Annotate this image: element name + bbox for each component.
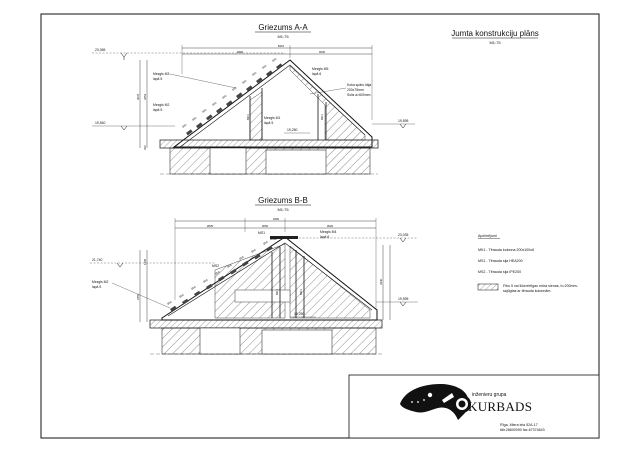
legend [478, 234, 579, 293]
bb-dim-h-left: 2450 [136, 293, 140, 300]
aa-rafter-note-step: Solis a=600mm [347, 93, 371, 97]
bb-ms1: MS1 [258, 231, 265, 235]
aa-node-m3-ref: lapā 5 [153, 77, 163, 81]
aa-rafter-mark: 600 [251, 70, 258, 77]
aa-node-m5-ref: lapā 6 [312, 72, 322, 76]
bb-dim-c: 3620 [326, 224, 334, 228]
aa-dim-h1: 3015 [136, 93, 140, 100]
bb-dim-total: 9400 [272, 217, 280, 221]
title-block-phone: tālr.28600090 fax.67374643 [500, 428, 545, 432]
bb-rafter-mark: 600 [178, 292, 185, 299]
main-title: Jumta konstrukciju plāns [451, 29, 539, 38]
legend-item: MK1 - Tērauda kolonna 200x100x6 [478, 248, 535, 252]
aa-col-right: MK1 [320, 114, 324, 120]
bb-node-m4-ref: lapā 6 [320, 235, 330, 239]
aa-node-m2-ref: lapā 5 [153, 108, 163, 112]
bb-dim-b: 3050 [261, 224, 269, 228]
bb-rafter-mark: 600 [262, 239, 269, 246]
aa-rafter-mark: 600 [191, 115, 198, 122]
section-aa [92, 23, 415, 174]
legend-hatch-swatch [478, 284, 498, 290]
title-block-brand: KURBADS [468, 399, 533, 414]
aa-rafter-mark: 600 [201, 107, 208, 114]
section-bb-title: Griezums B-B [258, 196, 308, 205]
title-block-address: Rīga, Miera iela 52A-17 [500, 423, 538, 427]
bb-elev-left: 21,740 [92, 258, 103, 262]
sheet-border [41, 14, 599, 438]
aa-dim-left: 4890 [236, 50, 244, 54]
title-block-group: inženieru grupa [472, 392, 507, 398]
aa-rafter-note: Koka spāru kāja [347, 83, 372, 87]
bb-dim-a: 2825 [206, 224, 214, 228]
bb-dim-top: 1295 [143, 258, 147, 265]
main-scale: M1:75 [489, 40, 501, 45]
legend-title: Apzīmējumi [478, 234, 497, 238]
legend-item: MS1 - Tērauda sija HEA200 [478, 259, 523, 263]
aa-node-m1-ref: lapā 5 [264, 121, 274, 125]
bb-node-m2-ref: lapā 5 [92, 285, 102, 289]
bb-rafter-mark: 600 [166, 299, 173, 306]
section-bb [90, 196, 418, 354]
aa-rafter-mark: 600 [181, 122, 188, 129]
bb-node-m4: Mezgls M4 [320, 230, 337, 234]
bb-ms2-top: MS2 [270, 237, 277, 241]
aa-dim-base: 260 [143, 145, 147, 150]
aa-node-m3: Mezgls M3 [153, 72, 170, 76]
aa-rafter-mark: 600 [221, 93, 228, 100]
aa-rafter-mark: 600 [271, 56, 278, 63]
section-bb-scale: M1:75 [277, 207, 289, 212]
bb-elev-top: 23,035 [398, 233, 409, 237]
legend-item: MS2 - Tērauda sija IPE200 [478, 270, 522, 274]
aa-node-m1: Mezgls M1 [264, 116, 281, 120]
section-aa-scale: M1:75 [277, 34, 289, 39]
aa-elev-floor: 19,250 [287, 128, 298, 132]
bb-rafter-mark: 600 [250, 247, 257, 254]
bb-elev-right: 19,595 [398, 297, 409, 301]
aa-elev-left: 19,540 [95, 121, 106, 125]
bb-col-label: MK1 [275, 289, 279, 295]
title-block [349, 375, 599, 438]
aa-dim-total: 8415 [277, 44, 285, 48]
aa-node-m2: Mezgls M2 [153, 103, 170, 107]
aa-dim-h2: 3252 [143, 93, 147, 100]
aa-rafter-mark: 600 [211, 100, 218, 107]
aa-col-left: MK1 [246, 114, 250, 120]
bb-node-m2: Mezgls M2 [92, 280, 109, 284]
aa-elev-top: 23,065 [95, 48, 106, 52]
bb-ms2-left: MS2 [212, 264, 219, 268]
bb-dim-h-right: 3440 [379, 278, 383, 285]
aa-dim-right: 3600 [318, 50, 326, 54]
aa-rafter-mark: 600 [241, 78, 248, 85]
bb-rafter-mark: 600 [202, 277, 209, 284]
aa-node-m5: Mezgls M5 [312, 67, 329, 71]
bb-col-label: MK1 [299, 289, 303, 295]
aa-elev-right: 19,595 [398, 119, 409, 123]
legend-hatch-note: Fibo 5 vai līdzvērtīgas mūra sienas, b=200mm- [503, 284, 578, 288]
section-aa-title: Griezums A-A [258, 23, 308, 32]
bb-elev-floor: 19,250 [294, 312, 305, 316]
bb-rafter-mark: 600 [190, 284, 197, 291]
aa-rafter-mark: 600 [231, 85, 238, 92]
aa-rafter-mark: 600 [261, 63, 268, 70]
main-title-block [451, 29, 539, 45]
bb-rafter-mark: 600 [238, 254, 245, 261]
legend-hatch-note-2: sajūgtas ar tērauda kolonnām. [503, 289, 552, 293]
aa-rafter-note-size: 200x75mm [347, 88, 364, 92]
